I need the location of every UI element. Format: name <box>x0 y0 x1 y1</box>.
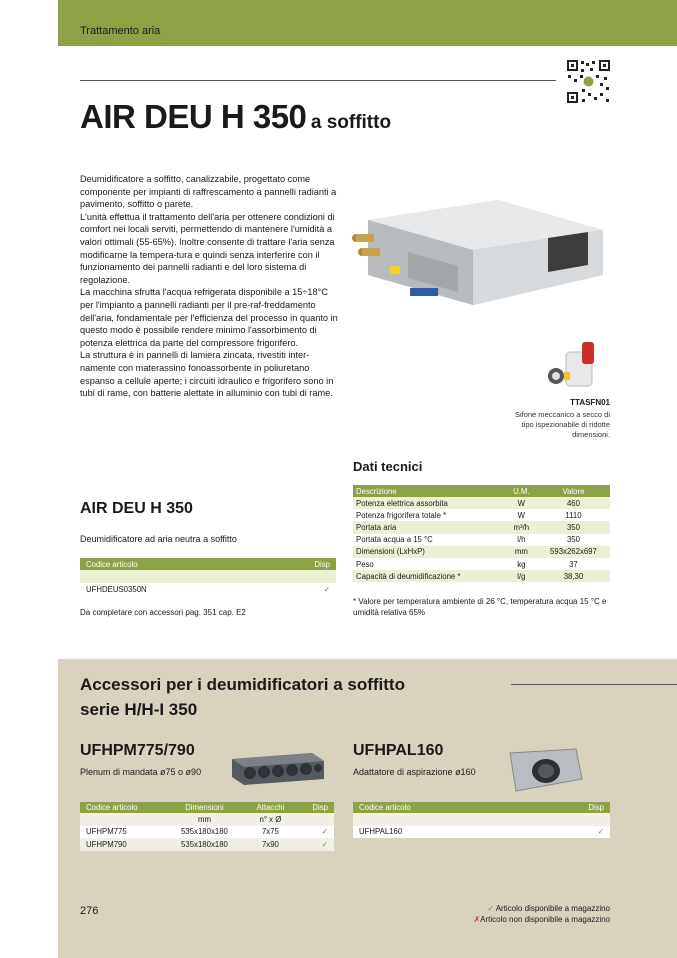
product-title <box>80 98 391 136</box>
table-cell: 350 <box>537 521 610 533</box>
column-header: Dimensioni <box>165 802 244 813</box>
availability-legend <box>473 903 610 925</box>
adapter-table <box>353 802 610 838</box>
availability-check-icon: ✓ <box>323 585 330 594</box>
product-title-main: AIR DEU H 350 <box>80 98 307 135</box>
column-header: Valore <box>537 485 610 497</box>
table-row <box>80 838 334 851</box>
product-code: UFHPM775 <box>80 826 165 839</box>
description-paragraph: La macchina sfrutta l'acqua refrigerata disponibile a 15÷18°C per l'impianto a pannelli radianti per il pre-raf-freddamento dell'aria, fondamentale per l'efficienza del processo in quanto in questo modo è possibile rendere minimo l'assorbimento di potenza elettrica da parte del compressore frigorifero. <box>80 287 338 348</box>
table-cell: Portata acqua a 15 °C <box>356 535 433 545</box>
table-cell: 38,30 <box>537 570 610 582</box>
table-cell: Potenza elettrica assorbita <box>353 497 506 509</box>
complete-note: Da completare con accessori pag. 351 cap. E2 <box>80 608 246 617</box>
column-header: Disp <box>297 802 334 813</box>
accessories-divider <box>511 684 677 685</box>
table-header-row <box>353 485 610 497</box>
column-header: U.M. <box>506 485 537 497</box>
table-cell: Peso <box>356 559 374 569</box>
adapter-image <box>506 747 586 793</box>
table-cell: m³/h <box>506 521 537 533</box>
description-paragraph: Deumidificatore a soffitto, canalizzabile, progettato come componente per impianti di raffrescamento a pannelli radianti a pavimento, soffitto o parete. <box>80 174 337 210</box>
legend-unavailable-label: Articolo non disponibile a magazzino <box>480 915 610 924</box>
page-number: 276 <box>80 905 99 917</box>
accessories-title-line: Accessori per i deumidificatori a soffitto <box>80 675 405 694</box>
table-cell: 1110 <box>565 510 582 520</box>
table-row <box>353 558 610 570</box>
table-cell: mm <box>165 813 244 826</box>
qr-code-icon <box>566 59 611 104</box>
section-header-bar <box>58 0 677 46</box>
availability-check-icon: ✓ <box>532 826 610 839</box>
table-cell: 535x180x180 <box>165 826 244 839</box>
table-row <box>80 570 336 583</box>
table-cell: 593x262x697 <box>537 546 610 558</box>
table-cell: Portata aria <box>353 521 506 533</box>
table-cell <box>80 813 165 826</box>
legend-available-label: Articolo disponibile a magazzino <box>495 904 610 913</box>
accessories-title-line: serie H/H-I 350 <box>80 700 198 719</box>
table-row <box>353 497 610 509</box>
section-title: Trattamento aria <box>80 25 161 37</box>
column-header: Codice articolo <box>353 802 532 813</box>
table-cell: Dimensioni (LxHxP) <box>353 546 506 558</box>
table-cell: 460 <box>537 497 610 509</box>
table-cell: l/h <box>517 535 526 545</box>
column-header: Attacchi <box>244 802 297 813</box>
table-cell: 37 <box>569 559 578 569</box>
table-cell: l/g <box>506 570 537 582</box>
description-paragraph: La struttura è in pannelli di lamiera zincata, rivestiti inter-namente con materassino fonoassorbente in poliuretano espanso a cellule aperte; i circuiti idraulico e frigorifero sono in tubi di rame, con batterie alettate in alluminio con tubi di rame. <box>80 350 334 399</box>
plenum-image <box>228 749 328 789</box>
adapter-title: UFHPAL160 <box>353 742 444 759</box>
table-cell <box>80 570 266 583</box>
table-cell: Potenza frigorifera totale * <box>356 510 447 520</box>
sifone-description: Sifone meccanico a secco di tipo ispezionabile di ridotte dimensioni. <box>514 410 610 439</box>
check-icon: ✓ <box>487 904 494 913</box>
availability-check-icon: ✓ <box>297 826 334 839</box>
table-row <box>353 521 610 533</box>
cross-icon: ✗ <box>473 915 481 924</box>
table-cell: 350 <box>566 535 580 545</box>
product-title-sub: a soffitto <box>310 112 392 133</box>
table-header-row <box>353 802 610 813</box>
sifone-code: TTASFN01 <box>570 398 610 407</box>
product-code: UFHDEUS0350N <box>86 585 147 594</box>
product-description <box>80 173 342 400</box>
table-row <box>353 570 610 582</box>
sifone-image <box>546 338 610 396</box>
table-cell: n° x Ø <box>244 813 297 826</box>
plenum-table <box>80 802 334 851</box>
table-header-row <box>80 802 334 813</box>
adapter-subtitle: Adattatore di aspirazione ø160 <box>353 767 476 777</box>
catalog-page <box>58 0 677 958</box>
model-code-table <box>80 558 336 596</box>
table-cell: W <box>506 497 537 509</box>
table-cell <box>297 813 334 826</box>
model-subtitle: Deumidificatore ad aria neutra a soffitto <box>80 534 237 544</box>
availability-check-icon: ✓ <box>297 838 334 851</box>
table-row <box>80 826 334 839</box>
table-units-row <box>80 813 334 826</box>
plenum-title: UFHPM775/790 <box>80 742 195 759</box>
header-divider <box>80 80 556 81</box>
table-row <box>353 534 610 546</box>
column-header: Disp <box>266 558 336 570</box>
table-header-row <box>80 558 336 570</box>
table-row <box>80 583 336 596</box>
table-cell: kg <box>517 559 526 569</box>
table-row <box>353 813 610 826</box>
tech-data-title: Dati tecnici <box>353 459 423 474</box>
accessories-section <box>58 659 677 958</box>
table-cell <box>266 570 336 583</box>
tech-data-note: * Valore per temperatura ambiente di 26 °C, temperatura acqua 15 °C e umidità relativa 65% <box>353 597 607 617</box>
column-header: Codice articolo <box>80 802 165 813</box>
dehumidifier-image <box>348 180 608 320</box>
column-header: Descrizione <box>353 485 506 497</box>
accessories-title <box>80 672 405 722</box>
table-cell: W <box>517 510 526 520</box>
product-code: UFHPAL160 <box>353 826 532 839</box>
column-header: Codice articolo <box>80 558 266 570</box>
table-row <box>353 546 610 558</box>
table-cell: 7x75 <box>244 826 297 839</box>
column-header: Disp <box>532 802 610 813</box>
description-paragraph: L'unità effettua il trattamento dell'aria per ottenere condizioni di comfort nei locali serviti, permettendo di mantenere l'umidità a valori ottimali (55-65%). Inoltre consente di trattare l'aria senza modificarne la tempera-tura e quindi senza interferire con il funzionamento dei pannelli radianti e del loro sistema di regolazione. <box>80 211 335 285</box>
legend-unavailable <box>473 914 610 925</box>
legend-available <box>473 903 610 914</box>
table-cell: 535x180x180 <box>165 838 244 851</box>
tech-data-table <box>353 485 610 582</box>
table-row <box>353 509 610 521</box>
table-cell: 7x90 <box>244 838 297 851</box>
plenum-subtitle: Plenum di mandata ø75 o ø90 <box>80 767 202 777</box>
product-code: UFHPM790 <box>80 838 165 851</box>
table-cell <box>353 813 532 826</box>
table-cell <box>532 813 610 826</box>
table-cell: Capacità di deumidificazione * <box>353 570 506 582</box>
model-title: AIR DEU H 350 <box>80 500 193 517</box>
table-row <box>353 826 610 839</box>
table-cell: mm <box>506 546 537 558</box>
